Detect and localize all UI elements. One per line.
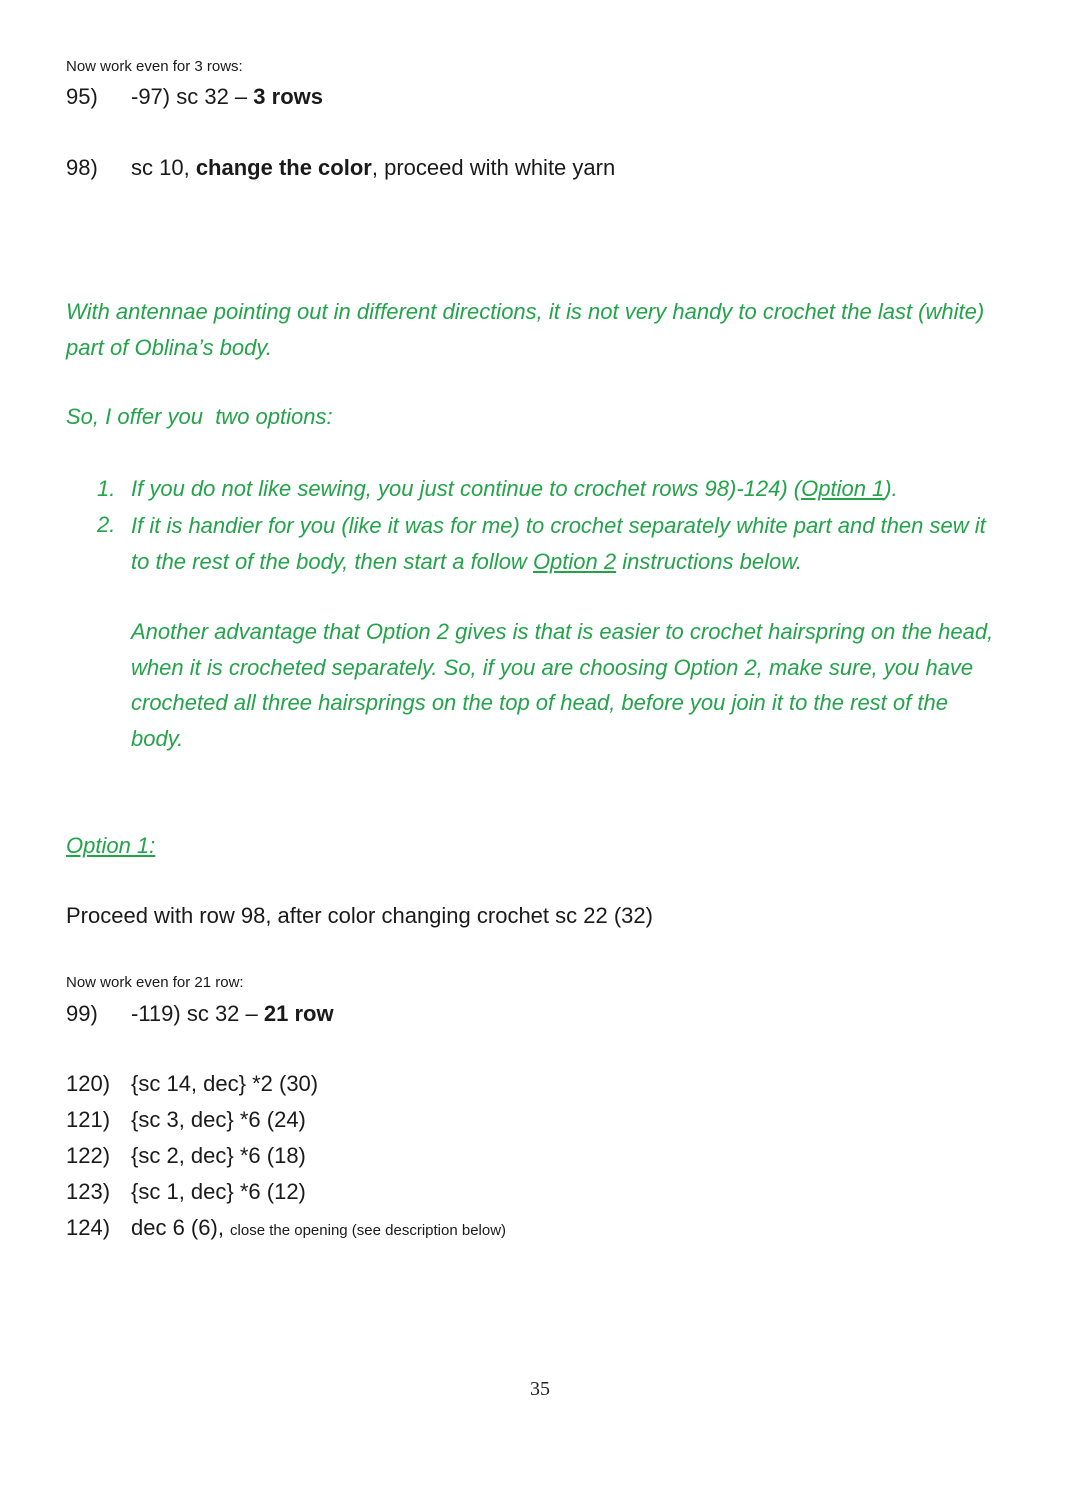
option-2-link[interactable]: Option 2 [532,548,617,574]
list-text: If you do not like sewing, you just continue to crochet rows 98)-124) ( [131,476,802,501]
list-text: If it is handier for you (like it was for me) to crochet separately white part and then sew it to the rest of the body, then start a follow [131,513,986,574]
row-123 [66,1179,306,1205]
row-bold-text: 3 rows [253,84,323,109]
page-number: 35 [530,1378,550,1400]
row-text: sc 10, [131,155,196,180]
row-text: {sc 1, dec} *6 (12) [131,1179,306,1204]
row-120 [66,1071,318,1097]
row-text: {sc 3, dec} *6 (24) [131,1107,306,1132]
row-bold-text: change the color [195,155,372,180]
option-list-item-1 [97,476,898,502]
list-text-end: ). [884,476,898,501]
row-number: 122) [66,1143,111,1168]
note-paragraph-options: So, I offer you two options: [66,404,333,429]
row-text: -119) sc 32 – [131,1001,264,1026]
row-121 [66,1107,306,1133]
row-text: {sc 14, dec} *2 (30) [131,1071,319,1096]
row-95-97 [66,84,323,110]
row-number: 99) [66,1001,98,1026]
row-number: 98) [66,155,98,180]
row-124 [66,1215,506,1241]
row-98 [66,155,615,181]
row-text: {sc 2, dec} *6 (18) [131,1143,306,1168]
row-99-119 [66,1001,334,1027]
note-paragraph-advantage: Another advantage that Option 2 gives is that is easier to crochet hairspring on the head, when it is crocheted separately. So, if you are choosing Option 2, make sure, you have crocheted all three hairsprings on the top of head, before you join it to the rest of the body. [131,619,994,751]
list-text-end: instructions below. [616,548,802,574]
instruction-intro-21-row: Now work even for 21 row: [66,974,244,991]
row-text: dec 6 (6), [131,1215,231,1240]
row-number: 124) [66,1215,111,1240]
row-text: -97) sc 32 – [131,84,254,109]
list-number: 2. [97,512,116,537]
note-paragraph-antennae: With antennae pointing out in different directions, it is not very handy to crochet the last (white) part of Oblina’s body. [66,299,985,360]
option-list-item-2-body [131,508,1001,579]
row-number: 120) [66,1071,111,1096]
row-122 [66,1143,306,1169]
row-number: 95) [66,84,98,109]
row-text-end: , proceed with white yarn [371,155,616,180]
option-1-link[interactable]: Option 1 [801,476,885,501]
instruction-intro-3-rows: Now work even for 3 rows: [66,58,243,75]
list-number: 1. [97,476,116,501]
row-number: 121) [66,1107,111,1132]
option-1-heading: Option 1: [66,833,156,858]
row-number: 123) [66,1179,111,1204]
row-bold-text: 21 row [263,1001,334,1026]
option-list-item-2 [97,512,131,538]
row-note: close the opening (see description below) [230,1222,507,1239]
option-1-proceed: Proceed with row 98, after color changing crochet sc 22 (32) [66,903,653,928]
